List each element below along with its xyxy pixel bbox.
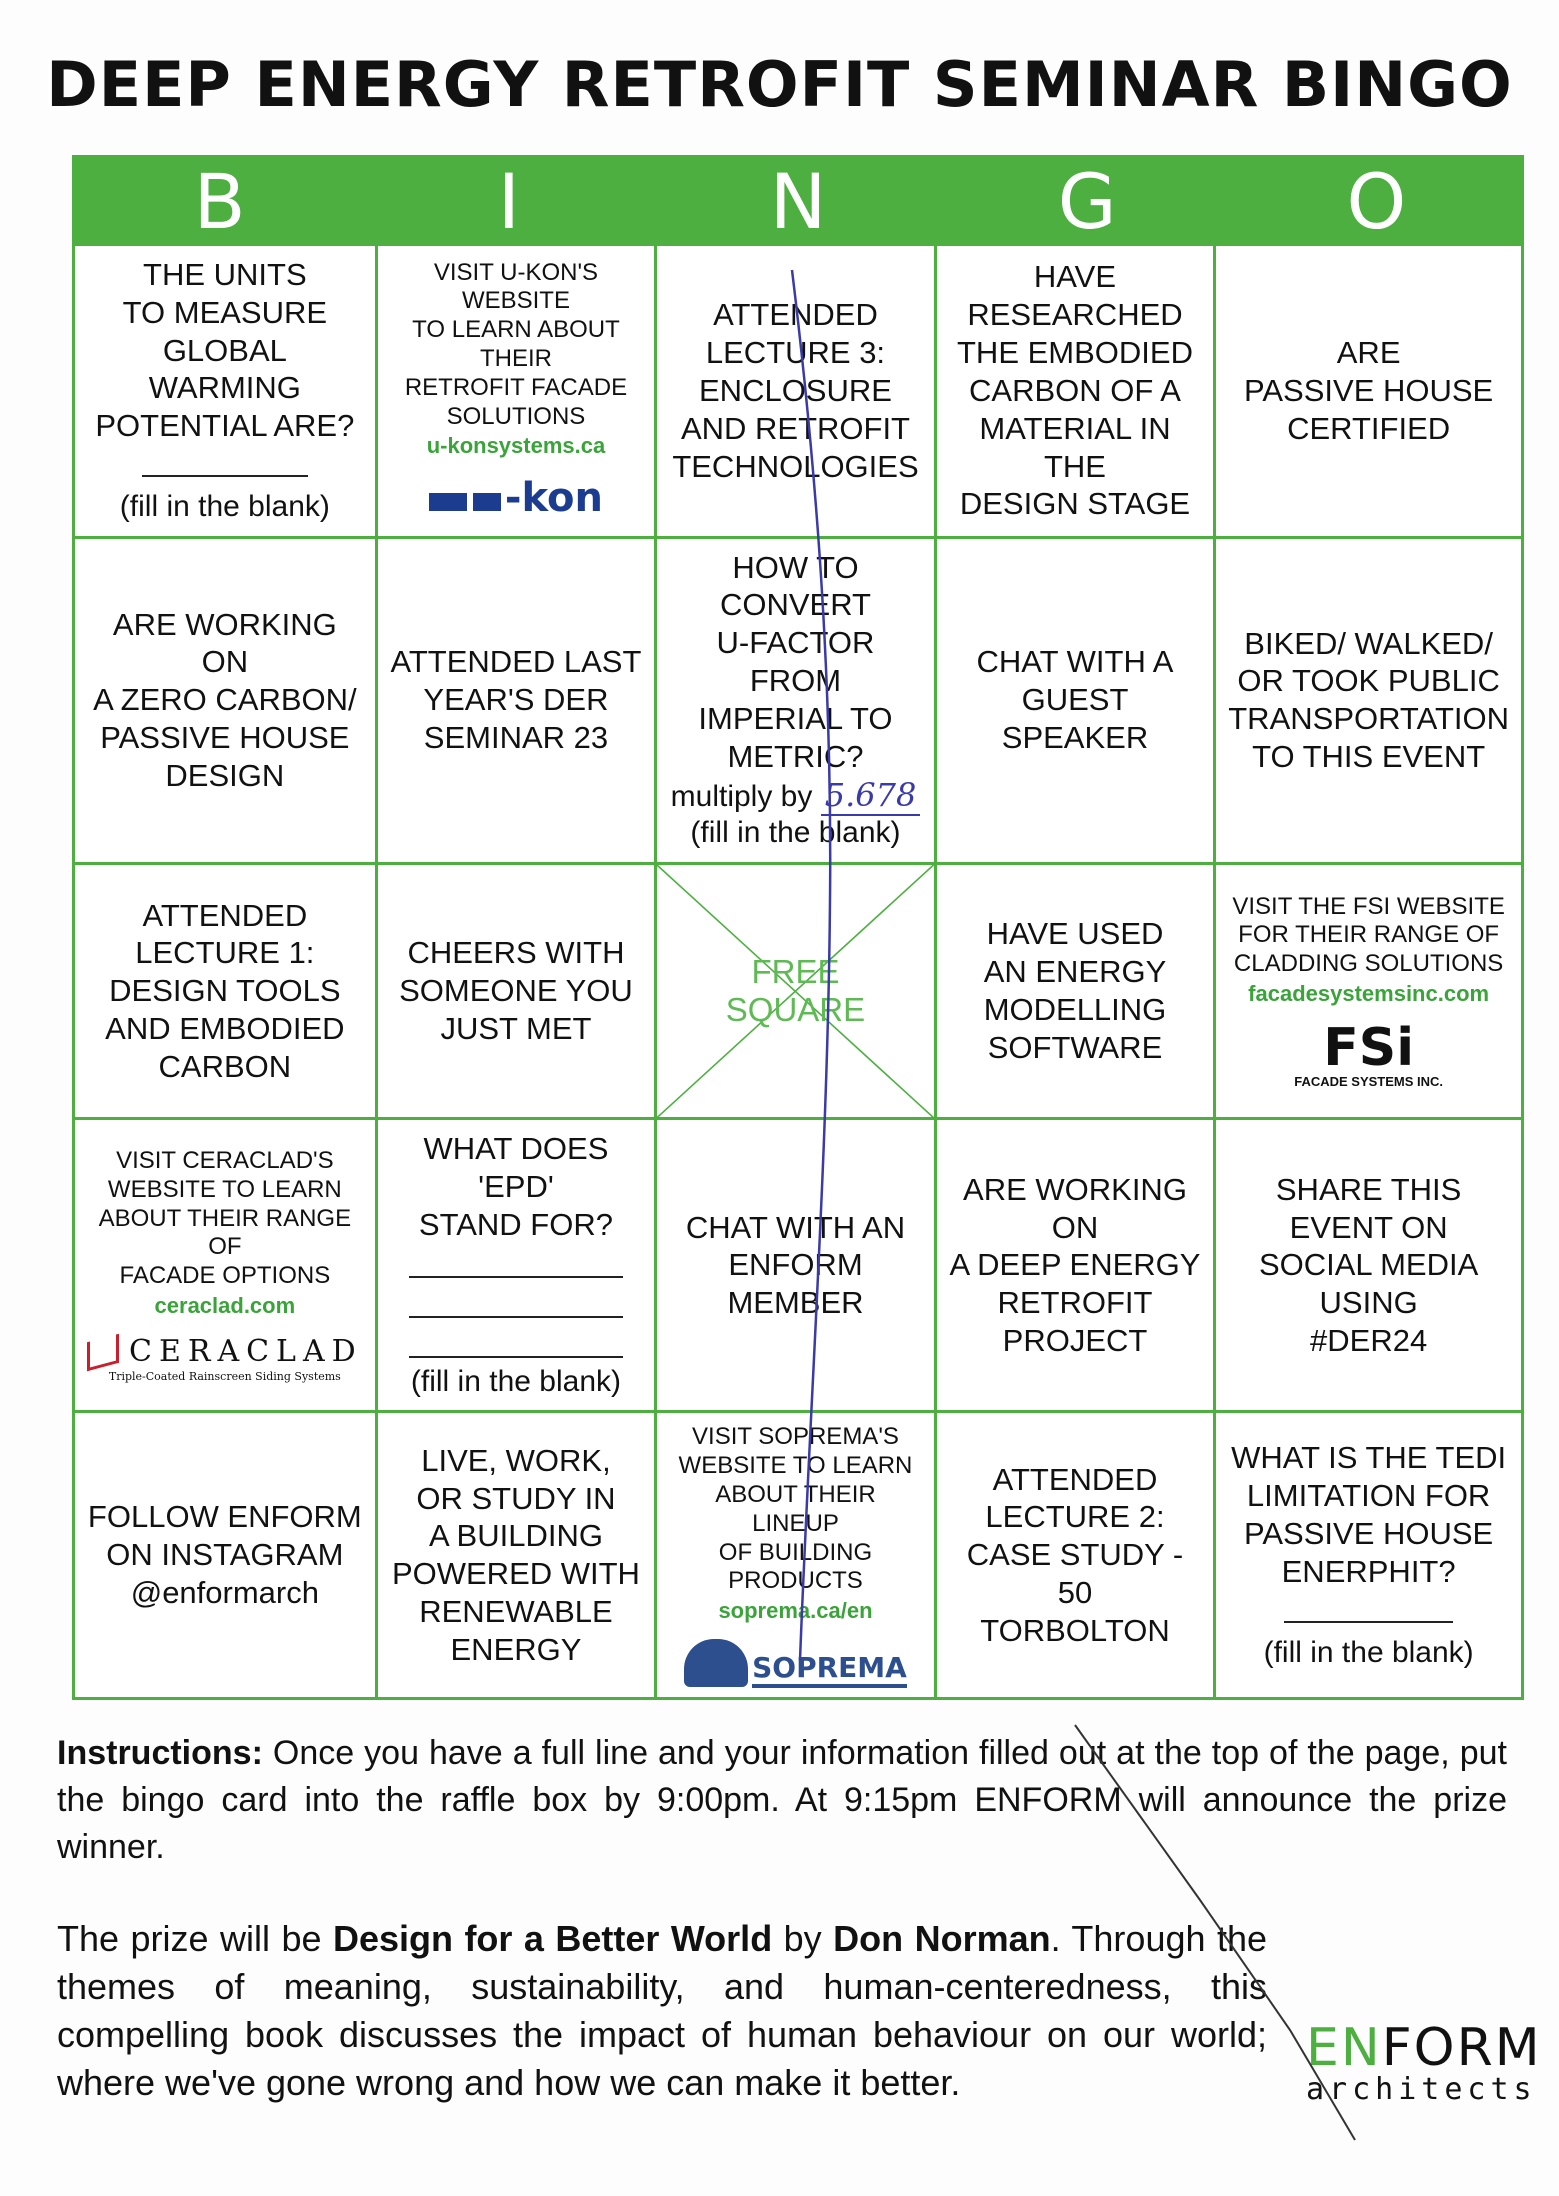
header-letter-n: N bbox=[769, 157, 827, 246]
instructions-label: Instructions: bbox=[57, 1734, 263, 1772]
square-text: SOLUTIONS bbox=[446, 402, 586, 430]
square-text: VISIT THE FSI WEBSITE bbox=[1232, 892, 1505, 920]
ceraclad-logo-subtitle: Triple-Coated Rainscreen Siding Systems bbox=[108, 1370, 341, 1384]
fsi-logo bbox=[1294, 1017, 1444, 1090]
bingo-square[interactable] bbox=[75, 1120, 378, 1413]
square-text: MEMBER bbox=[727, 1285, 864, 1321]
square-text: ATTENDED bbox=[713, 297, 878, 333]
fill-in-instruction: (fill in the blank) bbox=[1263, 1635, 1474, 1669]
bingo-square[interactable] bbox=[75, 865, 378, 1121]
ukon-logo bbox=[429, 474, 603, 523]
bingo-square[interactable] bbox=[1216, 865, 1521, 1121]
square-text: CHAT WITH AN bbox=[685, 1209, 906, 1245]
ceraclad-logo-row bbox=[87, 1334, 363, 1371]
square-text: CASE STUDY - 50 bbox=[966, 1537, 1184, 1611]
square-text: LIVE, WORK, bbox=[421, 1442, 611, 1478]
multiply-label: multiply by bbox=[670, 779, 813, 813]
square-text: PROJECT bbox=[1002, 1323, 1148, 1359]
elephant-icon bbox=[684, 1639, 748, 1687]
square-text: BIKED/ WALKED/ bbox=[1244, 625, 1493, 661]
square-text: LIMITATION FOR bbox=[1246, 1478, 1491, 1514]
free-square-label bbox=[726, 953, 865, 1029]
bingo-square[interactable] bbox=[1216, 1413, 1521, 1697]
square-text: METRIC? bbox=[727, 738, 864, 774]
square-text: RETROFIT FACADE bbox=[404, 373, 628, 401]
header-letter-i: I bbox=[497, 157, 520, 246]
square-text: THE UNITS bbox=[143, 257, 307, 292]
square-text: A BUILDING bbox=[428, 1518, 603, 1554]
square-text: GLOBAL WARMING bbox=[148, 332, 301, 406]
square-text: USING bbox=[1319, 1285, 1418, 1321]
square-text: TO THIS EVENT bbox=[1252, 739, 1486, 774]
fsi-logo-subtitle: FACADE SYSTEMS INC. bbox=[1294, 1073, 1444, 1089]
header-letter-b: B bbox=[193, 157, 246, 246]
bingo-square[interactable] bbox=[657, 539, 937, 865]
square-text: IMPERIAL TO bbox=[698, 700, 893, 736]
enform-logo-en: EN bbox=[1306, 2018, 1382, 2078]
fill-in-instruction: (fill in the blank) bbox=[119, 490, 330, 524]
square-text: AND RETROFIT bbox=[680, 410, 910, 446]
bingo-square[interactable] bbox=[75, 1413, 378, 1697]
square-text: YEAR'S DER bbox=[423, 682, 609, 718]
bingo-square[interactable] bbox=[378, 1413, 658, 1697]
square-text: JUST MET bbox=[440, 1010, 592, 1046]
prize-text: by bbox=[772, 1918, 834, 1959]
header-letter-o: O bbox=[1346, 157, 1407, 246]
square-text: PASSIVE HOUSE bbox=[1244, 372, 1494, 408]
bingo-square[interactable] bbox=[75, 246, 378, 539]
square-text: LECTURE 1: bbox=[135, 935, 315, 971]
square-text: CARBON bbox=[158, 1048, 292, 1084]
square-text: FOR THEIR RANGE OF bbox=[1238, 921, 1500, 949]
enform-logo-form: FORM bbox=[1381, 2018, 1542, 2078]
square-text: TO MEASURE bbox=[122, 294, 328, 330]
fill-in-instruction: (fill in the blank) bbox=[690, 816, 901, 850]
square-text: ATTENDED LAST bbox=[390, 644, 642, 680]
prize-description bbox=[57, 1915, 1267, 2107]
enform-logo bbox=[1306, 2018, 1542, 2107]
square-text: POWERED WITH bbox=[391, 1556, 640, 1592]
bingo-square[interactable] bbox=[657, 865, 937, 1121]
website-url: facadesystemsinc.com bbox=[1248, 980, 1490, 1006]
multiply-line bbox=[671, 776, 921, 816]
square-text: OF BUILDING PRODUCTS bbox=[718, 1538, 873, 1595]
square-text: CLADDING SOLUTIONS bbox=[1233, 950, 1504, 978]
prize-text: The prize will be bbox=[57, 1918, 333, 1959]
square-text: TORBOLTON bbox=[980, 1612, 1170, 1648]
square-text: WHAT IS THE TEDI bbox=[1231, 1440, 1507, 1476]
square-text: THE EMBODIED bbox=[957, 335, 1193, 371]
square-text: CERTIFIED bbox=[1287, 410, 1451, 446]
square-text: A ZERO CARBON/ bbox=[93, 682, 357, 718]
answer-blank-line bbox=[409, 1294, 624, 1318]
square-text: ENFORM bbox=[728, 1247, 863, 1283]
square-text: ON INSTAGRAM bbox=[106, 1537, 344, 1573]
page-title: DEEP ENERGY RETROFIT SEMINAR BINGO bbox=[46, 48, 1513, 121]
bingo-square[interactable] bbox=[657, 246, 937, 539]
square-text: DESIGN STAGE bbox=[959, 486, 1191, 522]
square-text: ARE bbox=[1336, 335, 1401, 371]
square-text: ENERPHIT? bbox=[1281, 1553, 1456, 1589]
ceraclad-logo bbox=[87, 1334, 363, 1384]
square-text: AN ENERGY bbox=[983, 954, 1167, 990]
free-square-line: SQUARE bbox=[725, 991, 866, 1029]
square-text: SOFTWARE bbox=[987, 1029, 1163, 1065]
square-text: ENERGY bbox=[450, 1631, 582, 1667]
square-text: FOLLOW ENFORM bbox=[87, 1499, 362, 1535]
square-text: ATTENDED bbox=[992, 1461, 1158, 1497]
website-url: ceraclad.com bbox=[154, 1292, 296, 1318]
square-text: VISIT SOPREMA'S bbox=[692, 1423, 899, 1451]
instructions-text: Once you have a full line and your information filled out at the top of the page, put the bingo card into the raffle box by 9:00pm. At 9:15pm ENFORM will announce the prize winner. bbox=[57, 1734, 1507, 1866]
prize-book-title: Design for a Better World bbox=[332, 1918, 773, 1959]
header-letter-g: G bbox=[1057, 157, 1117, 246]
bingo-square[interactable] bbox=[378, 539, 658, 865]
bingo-square[interactable] bbox=[937, 1120, 1217, 1413]
free-square-line: FREE bbox=[751, 953, 840, 991]
square-text: PASSIVE HOUSE bbox=[100, 720, 350, 756]
website-url: u-konsystems.ca bbox=[426, 433, 606, 459]
instructions bbox=[57, 1730, 1507, 1871]
square-text: CHEERS WITH bbox=[407, 935, 625, 971]
bingo-grid bbox=[75, 246, 1521, 1697]
square-text: TO LEARN ABOUT THEIR bbox=[412, 316, 620, 373]
square-text: @enformarch bbox=[130, 1575, 319, 1611]
square-text: FACADE OPTIONS bbox=[119, 1262, 331, 1290]
square-text: ARE WORKING ON bbox=[112, 606, 337, 680]
bingo-header bbox=[75, 158, 1521, 246]
fsi-logo-text: FSi bbox=[1323, 1017, 1415, 1078]
bingo-square[interactable] bbox=[378, 246, 658, 539]
square-text: OR STUDY IN bbox=[416, 1480, 616, 1516]
bingo-square[interactable] bbox=[1216, 539, 1521, 865]
square-text: #DER24 bbox=[1310, 1323, 1428, 1359]
square-text: HOW TO CONVERT bbox=[719, 549, 871, 623]
square-text: LECTURE 2: bbox=[985, 1499, 1165, 1535]
prize-author: Don Norman bbox=[833, 1918, 1051, 1959]
bingo-square[interactable] bbox=[937, 539, 1217, 865]
ceraclad-logo-text: CERACLAD bbox=[129, 1333, 363, 1369]
bingo-square[interactable] bbox=[1216, 1120, 1521, 1413]
square-text: RESEARCHED bbox=[967, 297, 1183, 333]
bingo-square[interactable] bbox=[937, 1413, 1217, 1697]
ceraclad-mark-icon bbox=[87, 1333, 119, 1371]
square-text: A DEEP ENERGY bbox=[949, 1247, 1201, 1283]
answer-blank-line bbox=[1284, 1599, 1452, 1623]
soprema-logo bbox=[684, 1639, 907, 1687]
square-text: WHAT DOES 'EPD' bbox=[423, 1131, 609, 1205]
square-text: VISIT U-KON'S WEBSITE bbox=[433, 258, 599, 315]
website-url: soprema.ca/en bbox=[718, 1598, 873, 1624]
square-text: RENEWABLE bbox=[419, 1594, 613, 1629]
square-text: PASSIVE HOUSE bbox=[1244, 1515, 1494, 1551]
square-text: ENCLOSURE bbox=[699, 372, 892, 408]
answer-blank-line bbox=[409, 1334, 624, 1358]
square-text: RETROFIT bbox=[997, 1285, 1153, 1321]
square-text: DESIGN bbox=[165, 757, 285, 793]
square-text: CHAT WITH A bbox=[976, 644, 1174, 680]
square-text: OR TOOK PUBLIC bbox=[1237, 663, 1500, 699]
soprema-logo-text: SOPREMA bbox=[752, 1651, 907, 1688]
bingo-square[interactable] bbox=[1216, 246, 1521, 539]
bingo-square[interactable] bbox=[657, 1413, 937, 1697]
square-text: TRANSPORTATION bbox=[1228, 701, 1509, 737]
bingo-square[interactable] bbox=[937, 865, 1217, 1121]
square-text: SEMINAR 23 bbox=[423, 720, 609, 756]
square-text: AND EMBODIED bbox=[105, 1010, 345, 1046]
square-text: EVENT ON bbox=[1289, 1209, 1448, 1245]
square-text: HAVE USED bbox=[986, 916, 1164, 952]
bingo-square[interactable] bbox=[75, 539, 378, 865]
answer-blank-line bbox=[409, 1254, 624, 1278]
square-text: GUEST SPEAKER bbox=[1001, 682, 1149, 756]
answer-blank-line bbox=[142, 453, 307, 477]
square-text: SHARE THIS bbox=[1275, 1171, 1462, 1207]
bingo-card bbox=[72, 155, 1524, 1700]
square-text: ABOUT THEIR LINEUP bbox=[715, 1480, 876, 1537]
bingo-square[interactable] bbox=[378, 865, 658, 1121]
prize-text: . Through the themes of meaning, sustainability, and human-centeredness, this compelling book discusses the impact of human behaviour on our world; where we've gone wrong and how we can make it better. bbox=[57, 1918, 1268, 2103]
square-text: U-FACTOR FROM bbox=[716, 625, 875, 699]
enform-logo-subtitle: architects bbox=[1306, 2072, 1537, 2107]
square-text: ARE WORKING ON bbox=[963, 1171, 1187, 1245]
ukon-logo-text: -kon bbox=[504, 475, 603, 522]
bingo-square[interactable] bbox=[657, 1120, 937, 1413]
handwritten-answer: 5.678 bbox=[821, 776, 921, 816]
bingo-square[interactable] bbox=[937, 246, 1217, 539]
square-text: MATERIAL IN THE bbox=[979, 410, 1171, 484]
square-text: ABOUT THEIR RANGE OF bbox=[98, 1204, 352, 1261]
square-text: SOCIAL MEDIA bbox=[1258, 1247, 1479, 1283]
square-text: VISIT CERACLAD'S bbox=[116, 1146, 334, 1174]
square-text: MODELLING bbox=[983, 992, 1167, 1028]
square-text: HAVE bbox=[1033, 259, 1117, 295]
square-text: STAND FOR? bbox=[418, 1206, 613, 1242]
square-text: LECTURE 3: bbox=[705, 335, 886, 371]
square-text: SOMEONE YOU bbox=[399, 973, 633, 1009]
square-text: CARBON OF A bbox=[969, 372, 1181, 408]
fill-in-instruction: (fill in the blank) bbox=[410, 1364, 621, 1398]
bingo-square[interactable] bbox=[378, 1120, 658, 1413]
square-text: TECHNOLOGIES bbox=[672, 448, 919, 484]
square-text: WEBSITE TO LEARN bbox=[678, 1452, 913, 1480]
square-text: POTENTIAL ARE? bbox=[95, 408, 355, 444]
square-text: WEBSITE TO LEARN bbox=[107, 1175, 342, 1203]
square-text: DESIGN TOOLS bbox=[109, 973, 341, 1009]
square-text: ATTENDED bbox=[142, 897, 308, 933]
